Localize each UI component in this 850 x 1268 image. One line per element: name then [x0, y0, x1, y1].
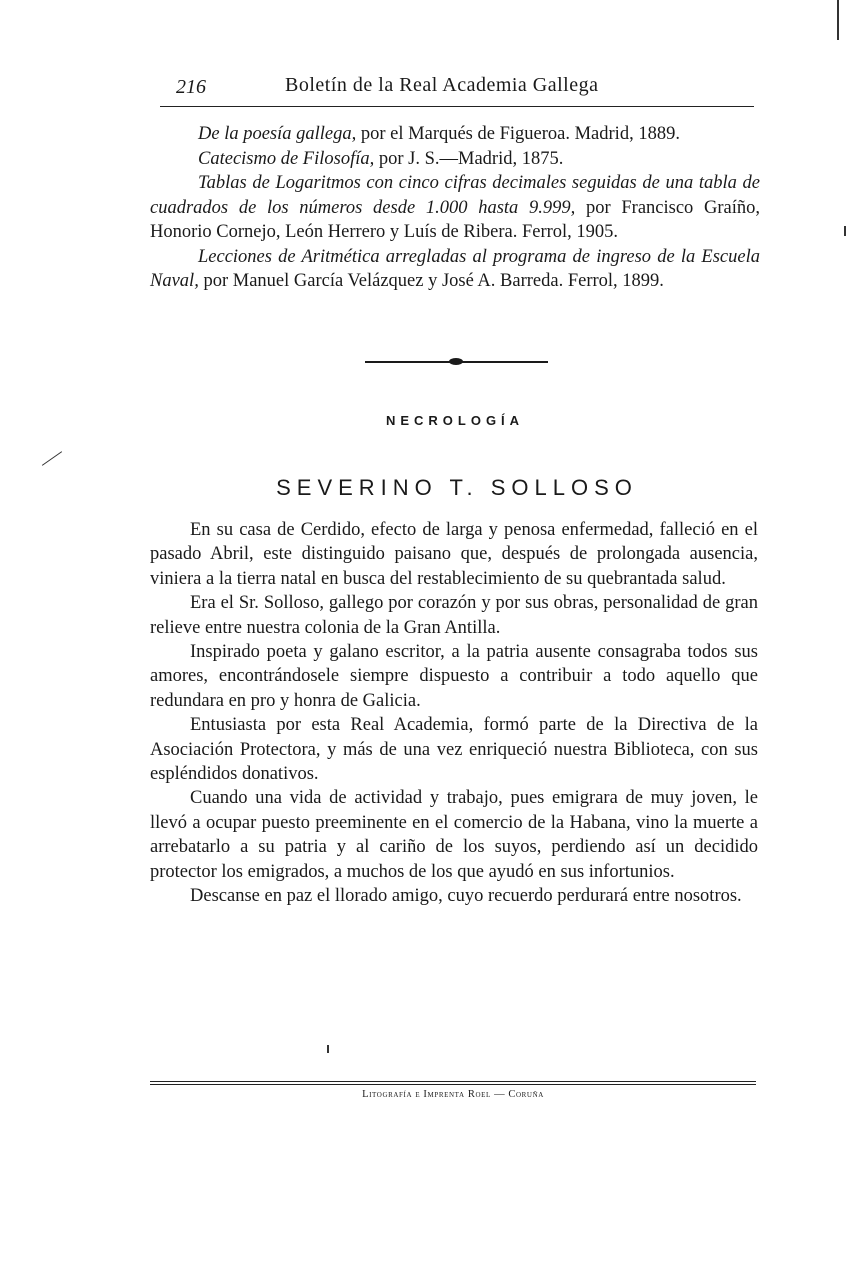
section-divider-ornament [365, 360, 548, 363]
book-title: Catecismo de Filosofía, [198, 148, 375, 169]
book-details: por Manuel García Velázquez y José A. Barreda. Ferrol, 1899. [198, 271, 664, 291]
obituary-name: SEVERINO T. SOLLOSO [276, 475, 638, 500]
page-number: 216 [176, 76, 206, 98]
book-details: por el Marqués de Figueroa. Madrid, 1889. [356, 124, 680, 144]
book-details: por Francisco Graíño, Honorio Cornejo, León Herrero y Luís de Ribera. Ferrol, 1905. [150, 197, 760, 242]
obituary-paragraph: En su casa de Cerdido, efecto de larga y penosa enfermedad, falleció en el pasado Abril, este distinguido paisano que, después de prolongada ausencia, viniera a la tierra natal en busca del restablecimiento de su quebrantada salud. [150, 520, 758, 589]
scan-mark [837, 0, 839, 40]
book-details: por J. S.—Madrid, 1875. [374, 148, 564, 169]
scan-mark [327, 1045, 329, 1053]
footer-rule-secondary [150, 1084, 756, 1085]
book-entry [150, 171, 760, 245]
section-heading: NECROLOGÍA [385, 413, 525, 428]
obituary-paragraph: Descanse en paz el llorado amigo, cuyo recuerdo perdurará entre nosotros. [190, 886, 742, 907]
printer-imprint: Litografía e Imprenta Roel — Coruña [362, 1089, 544, 1100]
obituary-paragraph: Cuando una vida de actividad y trabajo, pues emigrara de muy joven, le llevó a ocupar puesto preeminente en el comercio de la Habana, vino la muerte a arrebatarlo a su patria y al cariño de los suyos, perdiendo así un decidido protector los emigrados, a muchos de los que ayudó en sus infortunios. [150, 788, 758, 882]
running-title: Boletín de la Real Academia Gallega [285, 74, 599, 96]
book-entry [150, 147, 760, 172]
ornament-dot [449, 358, 463, 365]
book-title: Lecciones de Aritmética arregladas al programa de ingreso de la Escuela Naval, [150, 246, 760, 291]
book-entry [150, 122, 760, 147]
book-list [150, 122, 760, 294]
scan-mark [42, 451, 62, 466]
obituary-body [150, 518, 758, 909]
book-title: Tablas de Logaritmos con cinco cifras decimales seguidas de una tabla de cuadrados de los números desde 1.000 hasta 9.999, [150, 173, 760, 218]
footer-rule [150, 1081, 756, 1082]
header-rule [160, 106, 754, 107]
book-entry [150, 245, 760, 294]
obituary-paragraph: Era el Sr. Solloso, gallego por corazón y por sus obras, personalidad de gran relieve entre nuestra colonia de la Gran Antilla. [150, 593, 758, 638]
book-title: De la poesía gallega, [198, 124, 357, 144]
obituary-paragraph: Entusiasta por esta Real Academia, formó parte de la Directiva de la Asociación Protectora, y más de una vez enriqueció nuestra Biblioteca, con sus espléndidos donativos. [150, 715, 758, 785]
obituary-paragraph: Inspirado poeta y galano escritor, a la patria ausente consagraba todos sus amores, encontrándosele siempre dispuesto a contribuir a todo aquello que redundara en pro y honra de Galicia. [150, 642, 758, 711]
scan-mark [844, 226, 846, 236]
